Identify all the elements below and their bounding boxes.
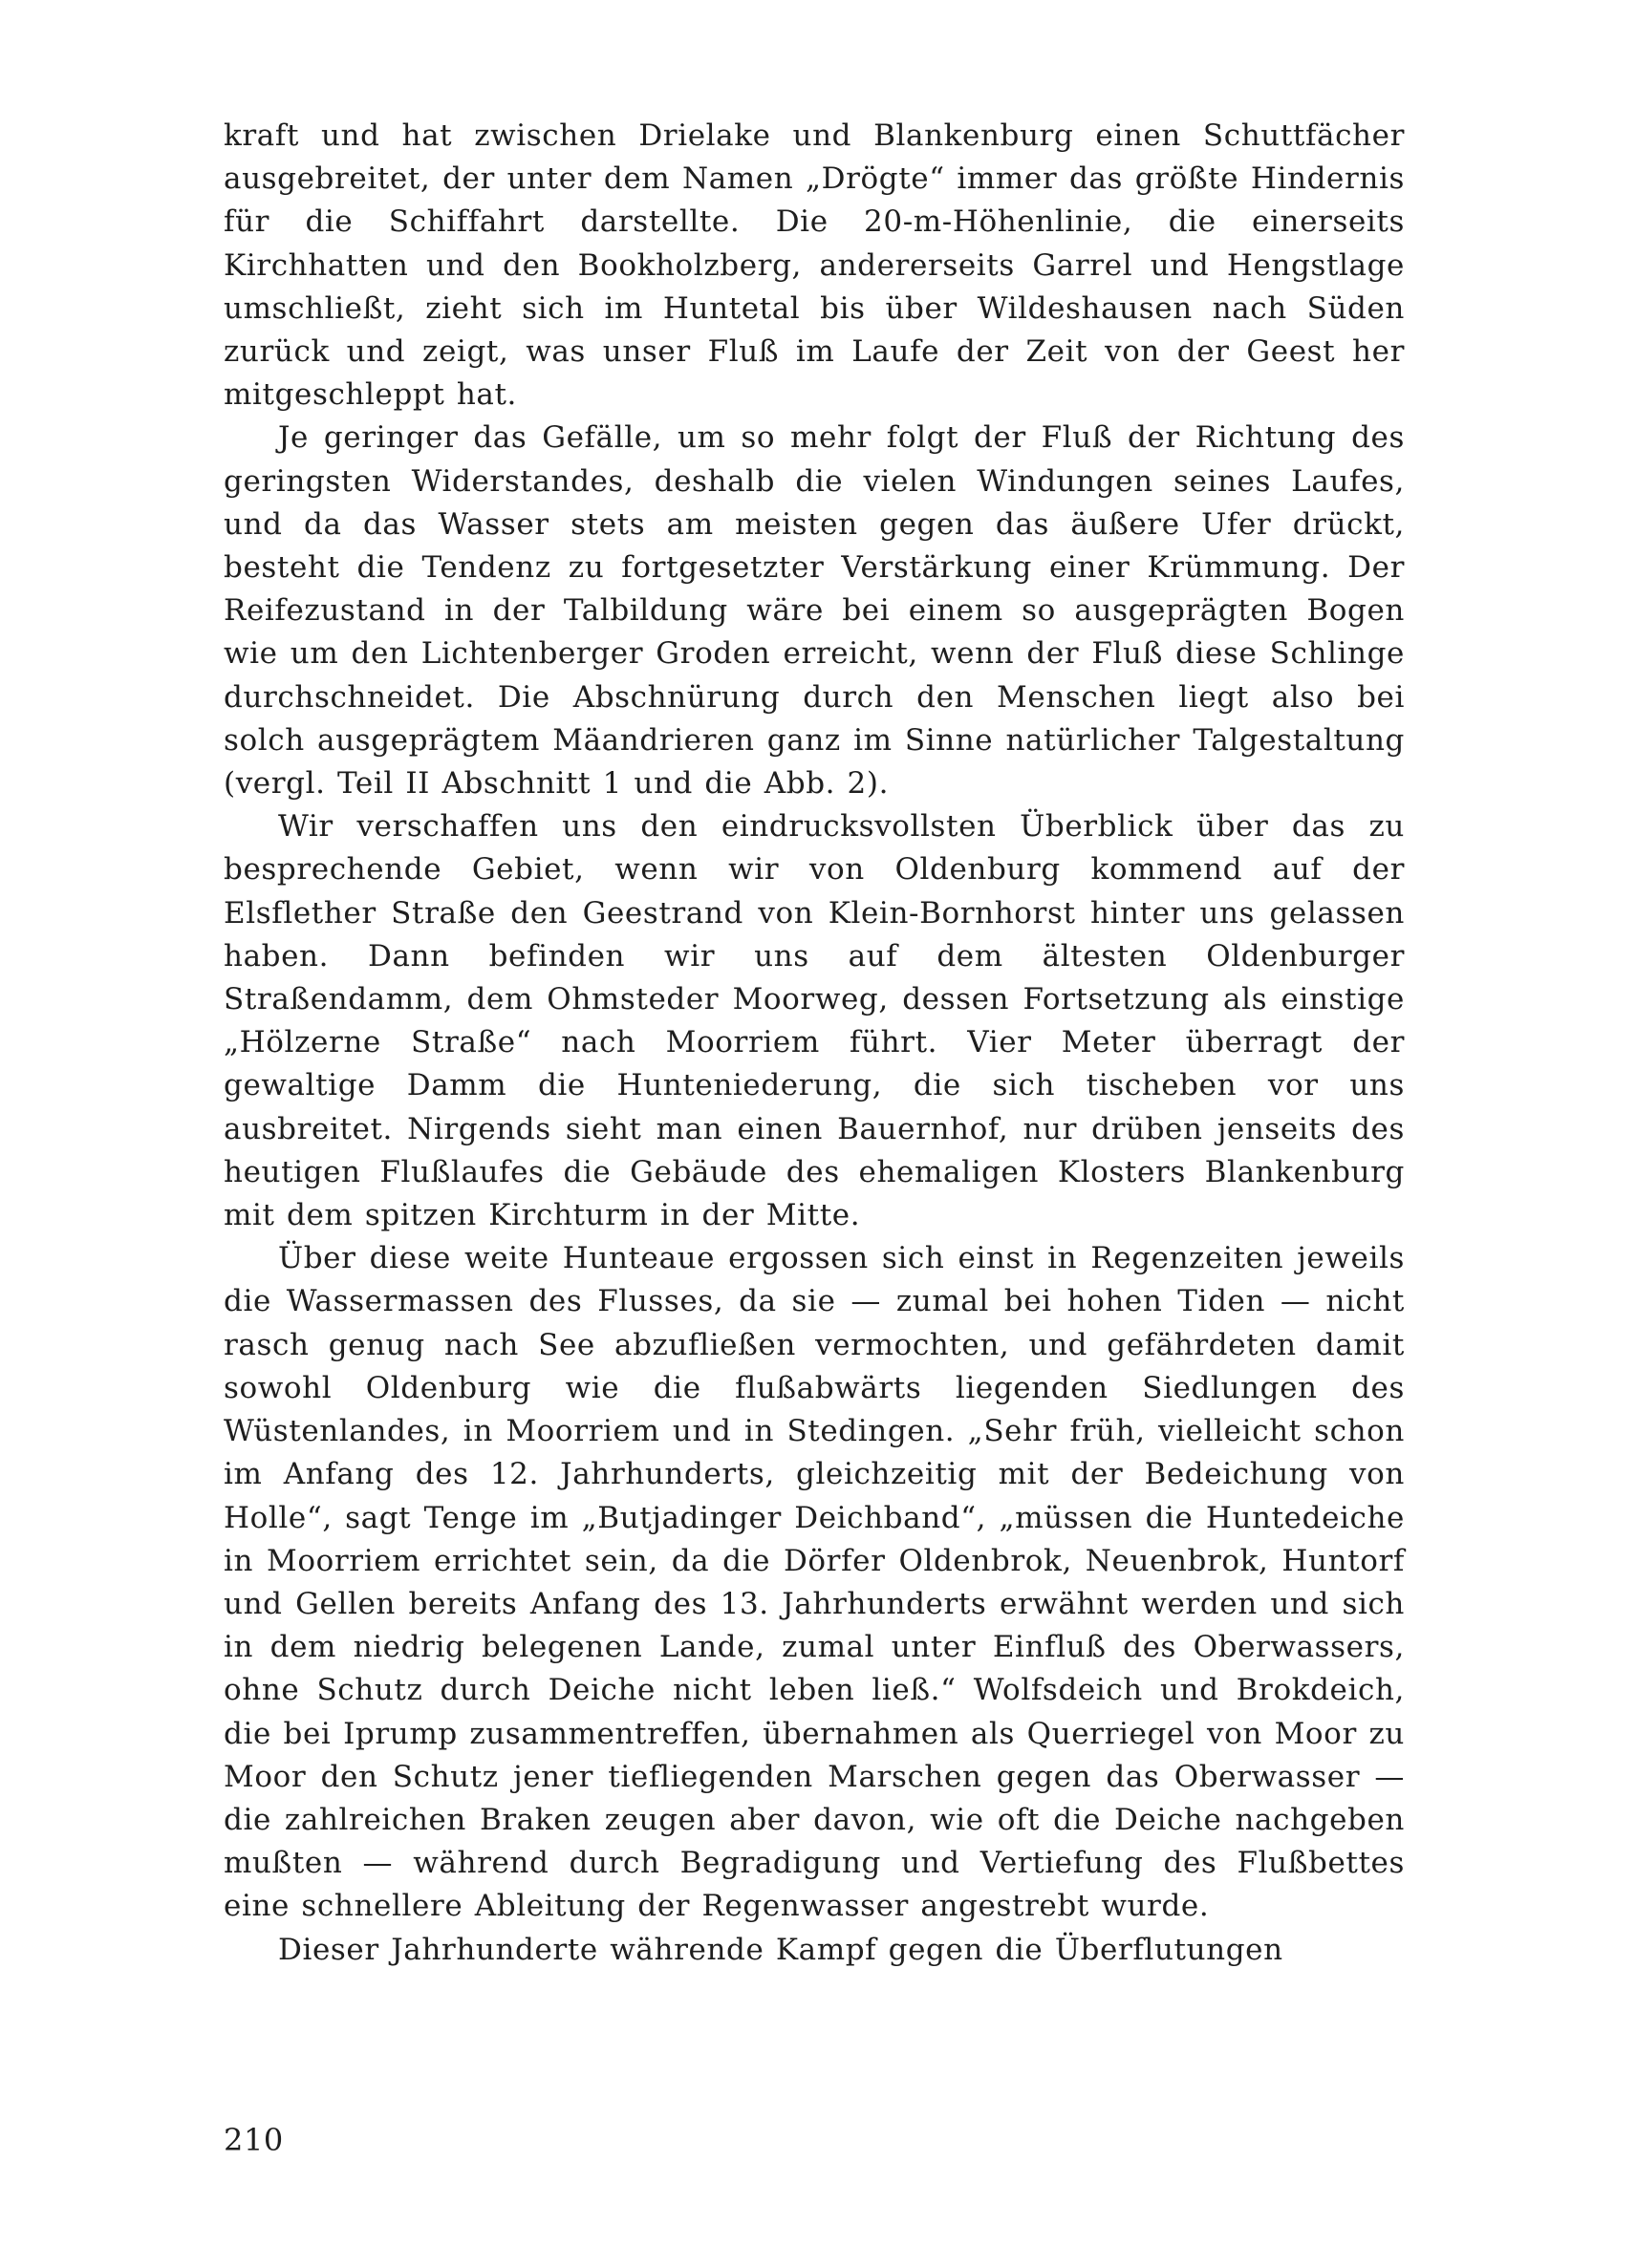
paragraph-3: Wir verschaffen uns den eindrucksvollsten Überblick über das zu besprechende Gebiet, wenn wir von Oldenburg kommend auf der Elsflether Straße den Geestrand von Klein-Bornhorst hinter uns gelassen haben. Dann befinden wir uns auf dem ältesten Oldenburger Straßendamm, dem Ohmsteder Moorweg, dessen Fortsetzung als einstige „Hölzerne Straße“ nach Moorriem führt. Vier Meter überragt der gewaltige Damm die Hunteniederung, die sich tischeben vor uns ausbreitet. Nirgends sieht man einen Bauernhof, nur drüben jenseits des heutigen Flußlaufes die Gebäude des ehemaligen Klosters Blankenburg mit dem spitzen Kirchturm in der Mitte.	[224, 809, 1405, 1233]
page-number: 210	[224, 2122, 284, 2158]
paragraph-1: kraft und hat zwischen Drielake und Blankenburg einen Schuttfächer ausgebreitet, der unter dem Namen „Drögte“ immer das größte Hindernis für die Schiffahrt darstellte. Die 20-m-Höhenlinie, die einerseits Kirchhatten und den Bookholzberg, andererseits Garrel und Hengstlage umschließt, zieht sich im Huntetal bis über Wildeshausen nach Süden zurück und zeigt, was unser Fluß im Laufe der Zeit von der Geest her mitgeschleppt hat.	[224, 118, 1405, 413]
paragraph-4: Über diese weite Hunteaue ergossen sich einst in Regenzeiten jeweils die Wassermassen des Flusses, da sie — zumal bei hohen Tiden — nicht rasch genug nach See abzufließen vermochten, und gefährdeten damit sowohl Oldenburg wie die flußabwärts liegenden Siedlungen des Wüstenlandes, in Moorriem und in Stedingen. „Sehr früh, vielleicht schon im Anfang des 12. Jahrhunderts, gleichzeitig mit der Bedeichung von Holle“, sagt Tenge im „Butjadinger Deichband“, „müssen die Huntedeiche in Moorriem errichtet sein, da die Dörfer Oldenbrok, Neuenbrok, Huntorf und Gellen bereits Anfang des 13. Jahrhunderts erwähnt werden und sich in dem niedrig belegenen Lande, zumal unter Einfluß des Oberwassers, ohne Schutz durch Deiche nicht leben ließ.“ Wolfsdeich und Brokdeich, die bei Iprump zusammentreffen, übernahmen als Querriegel von Moor zu Moor den Schutz jener tiefliegenden Marschen gegen das Oberwasser — die zahlreichen Braken zeugen aber davon, wie oft die Deiche nachgeben mußten — während durch Begradigung und Vertiefung des Flußbettes eine schnellere Ableitung der Regenwasser angestrebt wurde.	[224, 1241, 1405, 1924]
paragraph-2: Je geringer das Gefälle, um so mehr folgt der Fluß der Richtung des geringsten Widerstandes, deshalb die vielen Windungen seines Laufes, und da das Wasser stets am meisten gegen das äußere Ufer drückt, besteht die Tendenz zu fortgesetzter Verstärkung einer Krümmung. Der Reifezustand in der Talbildung wäre bei einem so ausgeprägten Bogen wie um den Lichtenberger Groden erreicht, wenn der Fluß diese Schlinge durchschneidet. Die Abschnürung durch den Menschen liegt also bei solch ausgeprägtem Mäandrieren ganz im Sinne natürlicher Talgestaltung (vergl. Teil II Abschnitt 1 und die Abb. 2).	[224, 420, 1405, 802]
paragraph-5: Dieser Jahrhunderte währende Kampf gegen die Überflutungen	[278, 1932, 1283, 1967]
body-text	[224, 115, 1405, 1972]
